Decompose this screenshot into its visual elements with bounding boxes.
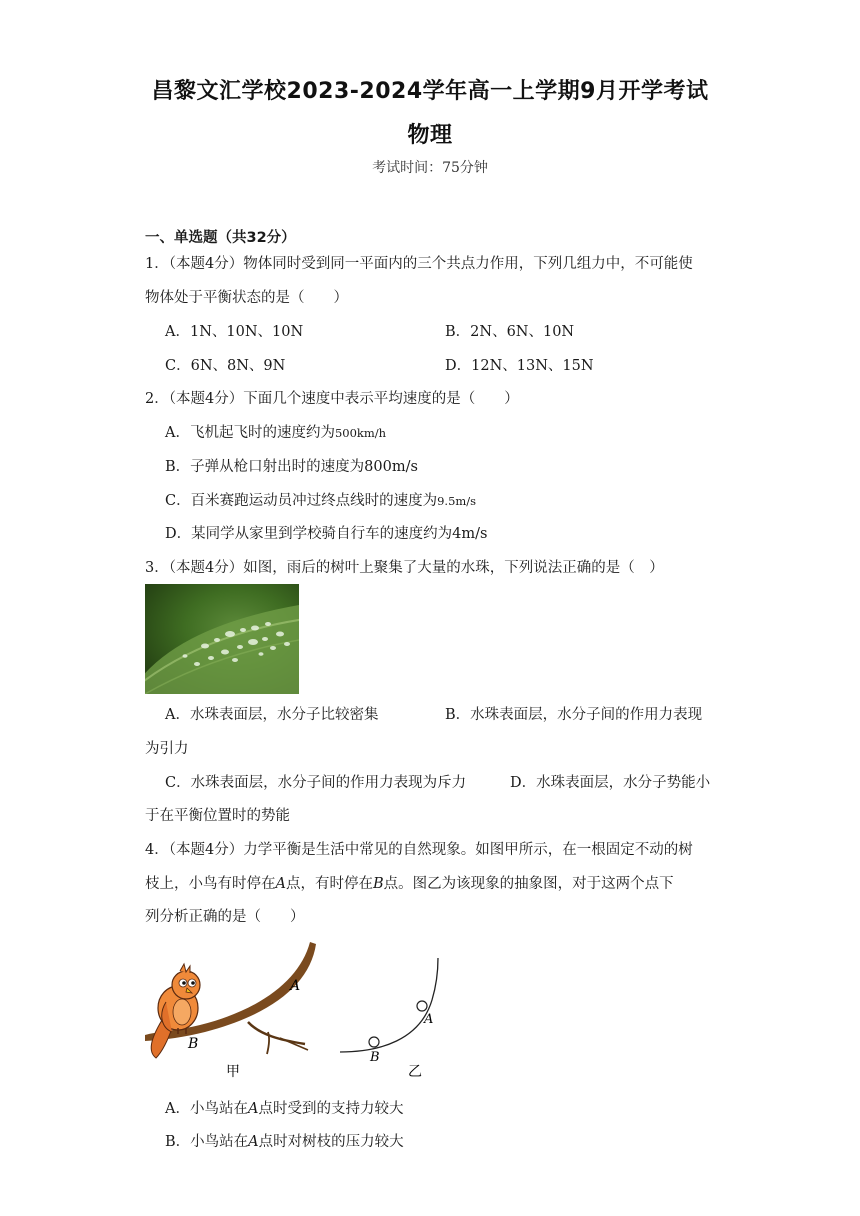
- q4-option-a: [165, 1099, 403, 1119]
- q4-option-b-part: 点时对树枝的压力较大: [258, 1134, 404, 1150]
- fig-yi-point-a: A: [424, 1012, 434, 1027]
- q4-option-a-part: A．小鸟站在: [165, 1101, 248, 1117]
- q2-option-c: [165, 491, 476, 511]
- q4-stem-part: 点，有时停在: [285, 876, 373, 892]
- q3-option-b-line1: B．水珠表面层，水分子间的作用力表现: [445, 707, 703, 723]
- q4-point-b-label: B: [372, 876, 384, 892]
- q2-option-a-text: A．飞机起飞时的速度约为: [165, 425, 335, 441]
- fig-yi-point-b: B: [370, 1050, 380, 1065]
- q4-option-b: [165, 1132, 404, 1152]
- ball-a: [417, 1001, 427, 1011]
- fig-jia-point-a: A: [290, 978, 301, 994]
- q3-option-b-line2: 为引力: [145, 741, 189, 757]
- q4-option-a-part: 点时受到的支持力较大: [258, 1101, 404, 1117]
- q2-stem: 2．（本题4分）下面几个速度中表示平均速度的是（ ）: [145, 391, 519, 407]
- q4-stem-part: 枝上，小鸟有时停在: [145, 876, 276, 892]
- q4-option-a-point: A: [247, 1101, 259, 1117]
- fig-jia-point-b: B: [188, 1036, 199, 1052]
- q2-option-c-text: C．百米赛跑运动员冲过终点线时的速度为: [165, 493, 438, 509]
- q1-option-d: D．12N、13N、15N: [445, 358, 594, 374]
- fig-jia-caption: 甲: [226, 1064, 240, 1080]
- abstract-curve-diagram: [340, 958, 438, 1052]
- q3-option-c: C．水珠表面层，水分子间的作用力表现为斥力: [165, 775, 467, 791]
- q4-stem-line1: 4．（本题4分）力学平衡是生活中常见的自然现象。如图甲所示，在一根固定不动的树: [145, 842, 693, 858]
- q2-option-a: [165, 423, 386, 443]
- exam-title: 昌黎文汇学校2023-2024学年高一上学期9月开学考试: [151, 79, 709, 104]
- q3-option-d-line2: 于在平衡位置时的势能: [145, 808, 290, 824]
- q1-option-b: B．2N、6N、10N: [445, 324, 575, 340]
- q4-point-a-label: A: [275, 876, 286, 892]
- ball-b: [369, 1037, 379, 1047]
- q3-option-d-line1: D．水珠表面层，水分子势能小: [510, 775, 711, 791]
- subject-title: 物理: [407, 123, 453, 148]
- q1-option-c: C．6N、8N、9N: [165, 358, 286, 374]
- q4-option-b-point: A: [248, 1134, 259, 1150]
- section-heading: 一、单选题（共32分）: [145, 230, 296, 246]
- q1-stem-line2: 物体处于平衡状态的是（ ）: [145, 290, 348, 306]
- fig-yi-caption: 乙: [408, 1064, 422, 1080]
- exam-time: 考试时间：75分钟: [372, 160, 488, 176]
- q3-option-a: A．水珠表面层，水分子比较密集: [165, 707, 379, 723]
- q4-stem-line3: 列分析正确的是（ ）: [145, 909, 305, 925]
- q4-option-b-part: B．小鸟站在: [165, 1134, 249, 1150]
- bird-on-branch-illustration: [145, 942, 316, 1058]
- q1-stem-line1: 1．（本题4分）物体同时受到同一平面内的三个共点力作用，下列几组力中，不可能使: [145, 256, 693, 272]
- q4-stem-part: 点。图乙为该现象的抽象图，对于这两个点下: [383, 876, 674, 892]
- leaf-water-droplets-photo: [145, 584, 299, 694]
- q3-stem: 3．（本题4分）如图，雨后的树叶上聚集了大量的水珠，下列说法正确的是（ ）: [145, 560, 664, 576]
- q2-option-c-value: 9.5m/s: [437, 494, 477, 508]
- q1-option-a: A．1N、10N、10N: [165, 324, 304, 340]
- q4-stem-line2: [145, 874, 674, 894]
- q2-option-d: D．某同学从家里到学校骑自行车的速度约为4m/s: [165, 526, 488, 542]
- q2-option-a-value: 500km/h: [334, 426, 387, 440]
- q2-option-b: B．子弹从枪口射出时的速度为800m/s: [165, 459, 418, 475]
- q4-figure: [140, 940, 470, 1085]
